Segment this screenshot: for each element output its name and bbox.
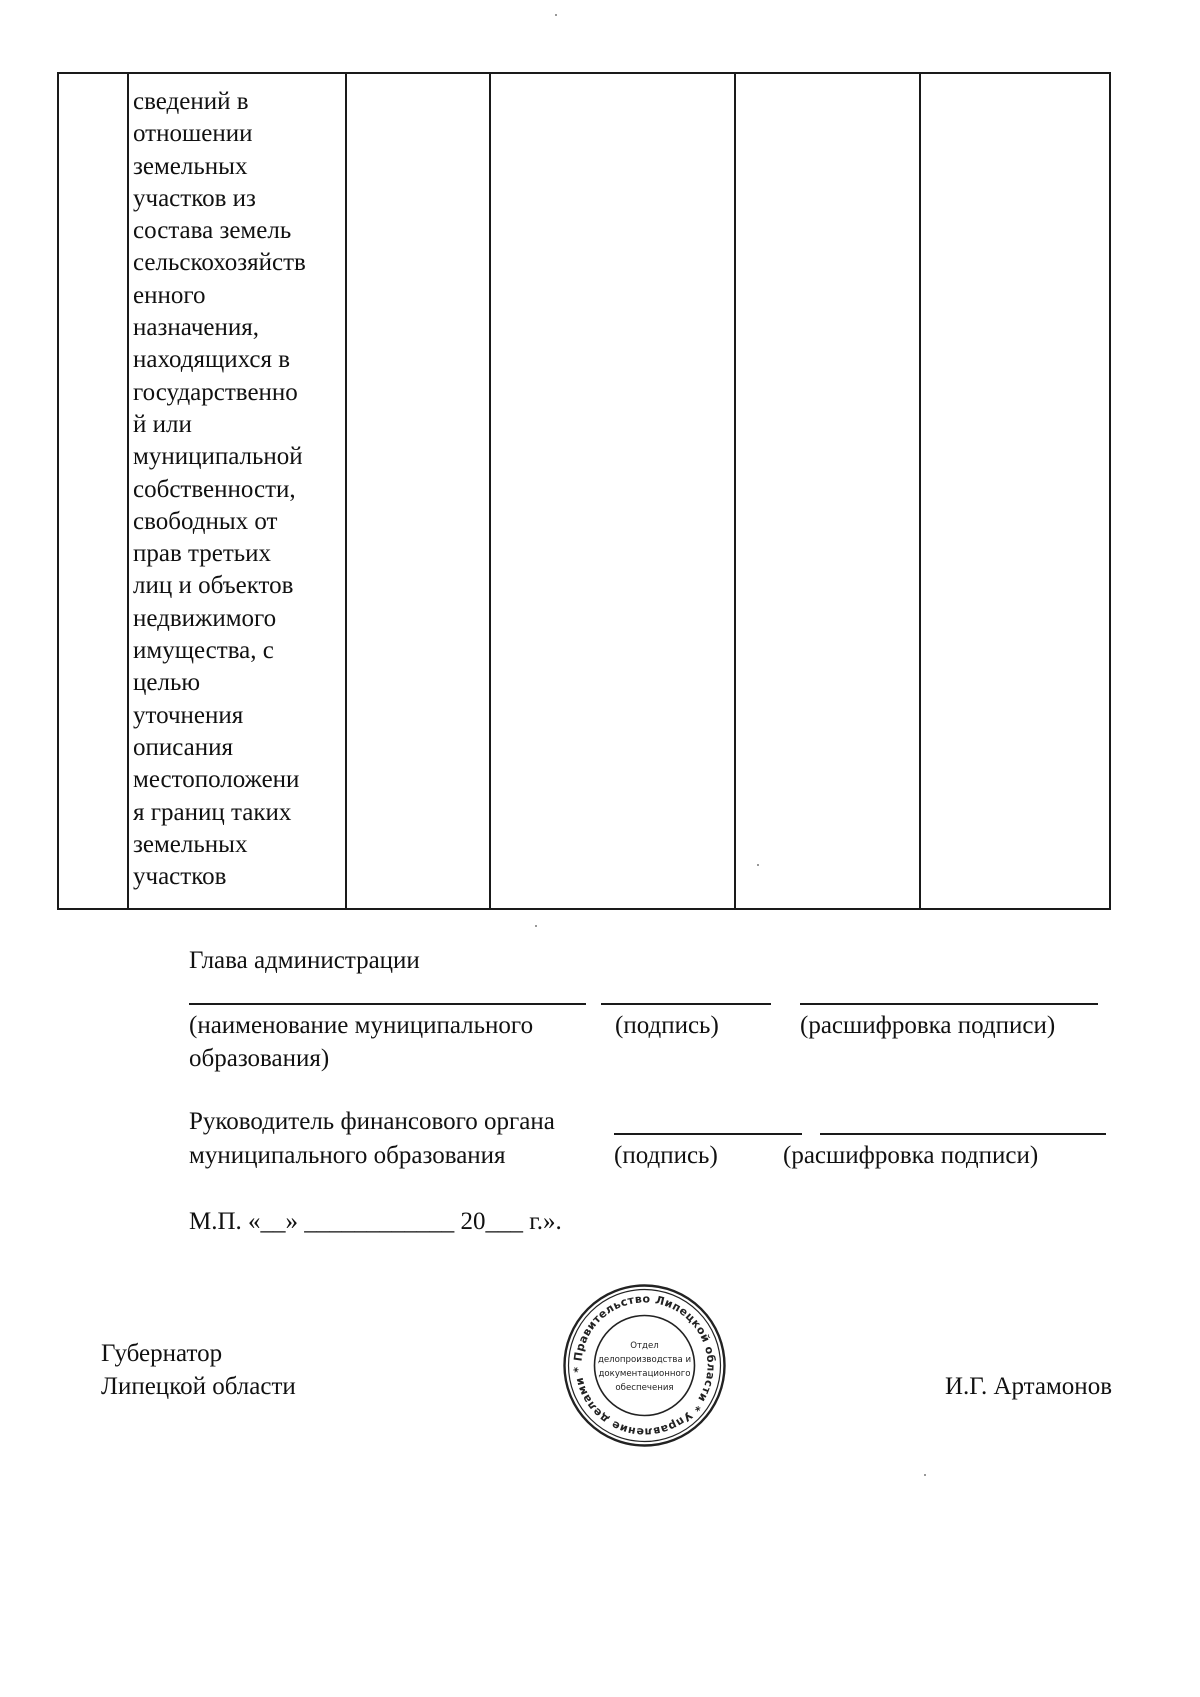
municipality-name-line — [189, 1003, 586, 1005]
scan-speck — [535, 925, 537, 927]
governor-title-2: Липецкой области — [101, 1373, 296, 1400]
head-decoding-line — [800, 1003, 1098, 1005]
finance-decoding-line — [820, 1133, 1106, 1135]
cell-line: участков — [133, 863, 227, 891]
stamp-center-line-4: обеспечения — [615, 1383, 674, 1393]
cell-line: назначения, — [133, 314, 260, 342]
table-bottom-border — [57, 908, 1111, 910]
cell-line: целью — [133, 669, 201, 697]
cell-line: состава земель — [133, 217, 292, 245]
cell-line: свободных от — [133, 507, 278, 535]
table-col-border-2 — [345, 72, 347, 910]
cell-line: уточнения — [133, 701, 244, 729]
cell-line: земельных — [133, 830, 248, 858]
cell-line: описания — [133, 733, 234, 761]
table-col-border-3 — [489, 72, 491, 910]
governor-name: И.Г. Артамонов — [945, 1373, 1112, 1400]
stamp-center-line-1: Отдел — [630, 1341, 659, 1351]
cell-line: й или — [133, 410, 192, 438]
cell-line: муниципальной — [133, 443, 303, 471]
official-stamp — [562, 1283, 727, 1448]
cell-line: сельскохозяйств — [133, 249, 306, 277]
finance-signature-line — [614, 1133, 802, 1135]
finance-signature-label: (подпись) — [614, 1142, 718, 1169]
table-cell-description — [133, 86, 306, 893]
table-col-border-1 — [127, 72, 129, 910]
scan-speck — [924, 1474, 926, 1476]
governor-title-1: Губернатор — [101, 1340, 223, 1367]
cell-line: сведений в — [133, 88, 249, 115]
signature-label: (подпись) — [615, 1012, 719, 1039]
finance-head-title-1: Руководитель финансового органа — [189, 1108, 555, 1135]
stamp-center-line-2: делопроизводства и — [597, 1355, 692, 1365]
stamp-ring-text: Правительство Липецкой области * Управление делами * — [571, 1292, 718, 1439]
scan-speck — [555, 14, 557, 16]
cell-line: собственности, — [133, 475, 296, 503]
head-title: Глава администрации — [189, 947, 420, 974]
finance-head-title-2: муниципального образования — [189, 1142, 506, 1169]
cell-line: имущества, с — [133, 637, 274, 665]
scan-speck — [757, 864, 759, 866]
decoding-label: (расшифровка подписи) — [800, 1012, 1056, 1039]
table-col-border-4 — [734, 72, 736, 910]
cell-line: находящихся в — [133, 346, 291, 374]
municipality-label-2: образования) — [189, 1045, 330, 1072]
table-col-border-5 — [919, 72, 921, 910]
table-col-border-6 — [1109, 72, 1111, 910]
cell-line: прав третьих — [133, 540, 272, 568]
cell-line: государственно — [133, 378, 298, 406]
head-signature-line — [601, 1003, 771, 1005]
table-col-border-0 — [57, 72, 59, 910]
cell-line: земельных — [133, 152, 248, 180]
cell-line: лиц и объектов — [133, 572, 294, 600]
finance-decoding-label: (расшифровка подписи) — [783, 1142, 1039, 1169]
seal-date-line: М.П. «__» ____________ 20___ г.». — [189, 1208, 562, 1235]
cell-line: местоположени — [133, 766, 300, 794]
stamp-center-line-3: документационного — [598, 1369, 691, 1379]
cell-line: я границ таких — [133, 798, 292, 826]
municipality-label-1: (наименование муниципального — [189, 1012, 534, 1039]
table-top-border — [57, 72, 1111, 74]
cell-line: недвижимого — [133, 604, 277, 632]
cell-line: отношении — [133, 120, 253, 148]
cell-line: енного — [133, 281, 206, 309]
cell-line: участков из — [133, 184, 256, 212]
